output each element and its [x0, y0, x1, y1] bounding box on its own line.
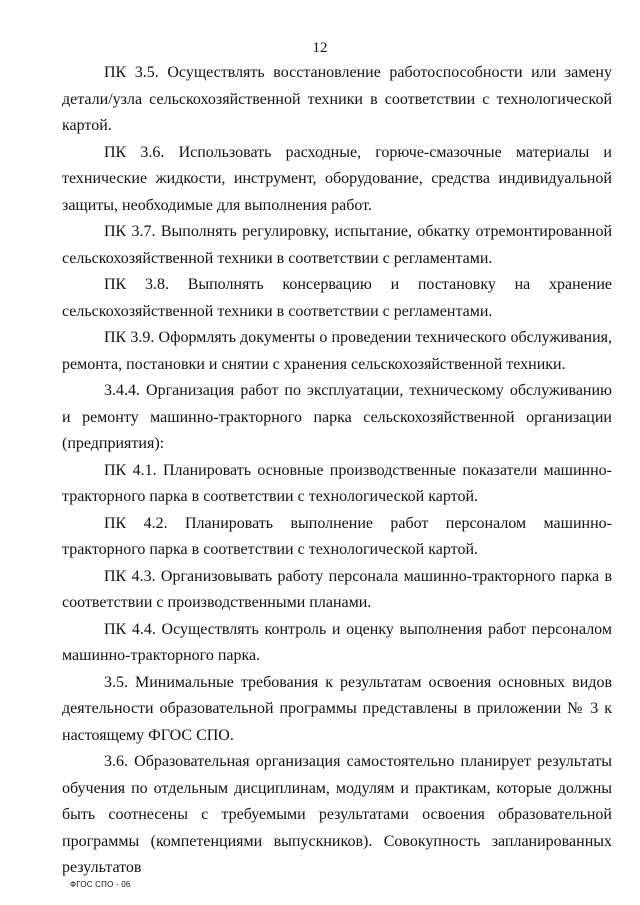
paragraph-pk-4-3: ПК 4.3. Организовывать работу персонала машинно-тракторного парка в соответствии с производственными планами. — [62, 567, 612, 611]
paragraph-section-3-5: 3.5. Минимальные требования к результатам освоения основных видов деятельности образовательной программы представлены в приложении № 3 к настоящему ФГОС СПО. — [62, 673, 612, 744]
paragraph-pk-3-8: ПК 3.8. Выполнять консервацию и постановку на хранение сельскохозяйственной техники в соответствии с регламентами. — [62, 276, 612, 320]
paragraph-pk-3-9: ПК 3.9. Оформлять документы о проведении технического обслуживания, ремонта, постановки и снятии с хранения сельскохозяйственной техники. — [62, 329, 612, 373]
paragraph-pk-4-2: ПК 4.2. Планировать выполнение работ персоналом машинно-тракторного парка в соответствии с технологической картой. — [62, 514, 612, 558]
footer-label: ФГОС СПО - 06 — [70, 880, 131, 889]
paragraph-pk-4-1: ПК 4.1. Планировать основные производственные показатели машинно-тракторного парка в соответствии с технологической картой. — [62, 461, 612, 505]
page-number: 12 — [312, 40, 328, 56]
paragraph-pk-3-7: ПК 3.7. Выполнять регулировку, испытание, обкатку отремонтированной сельскохозяйственной техники в соответствии с регламентами. — [62, 223, 612, 267]
document-body — [62, 60, 612, 882]
paragraph-pk-4-4: ПК 4.4. Осуществлять контроль и оценку выполнения работ персоналом машинно-тракторного парка. — [62, 620, 612, 664]
paragraph-pk-3-6: ПК 3.6. Использовать расходные, горюче-смазочные материалы и технические жидкости, инструмент, оборудование, средства индивидуальной защиты, необходимые для выполнения работ. — [62, 143, 612, 214]
paragraph-section-3-6: 3.6. Образовательная организация самостоятельно планирует результаты обучения по отдельным дисциплинам, модулям и практикам, которые должны быть соотнесены с требуемыми результатами освоения образовательной программы (компетенциями выпускников). Совокупность запланированных результатов — [62, 753, 612, 876]
paragraph-section-3-4-4: 3.4.4. Организация работ по эксплуатации, техническому обслуживанию и ремонту машинно-тракторного парка сельскохозяйственной организации (предприятия): — [62, 382, 612, 452]
paragraph-pk-3-5: ПК 3.5. Осуществлять восстановление работоспособности или замену детали/узла сельскохозяйственной техники в соответствии с технологической картой. — [62, 64, 612, 134]
